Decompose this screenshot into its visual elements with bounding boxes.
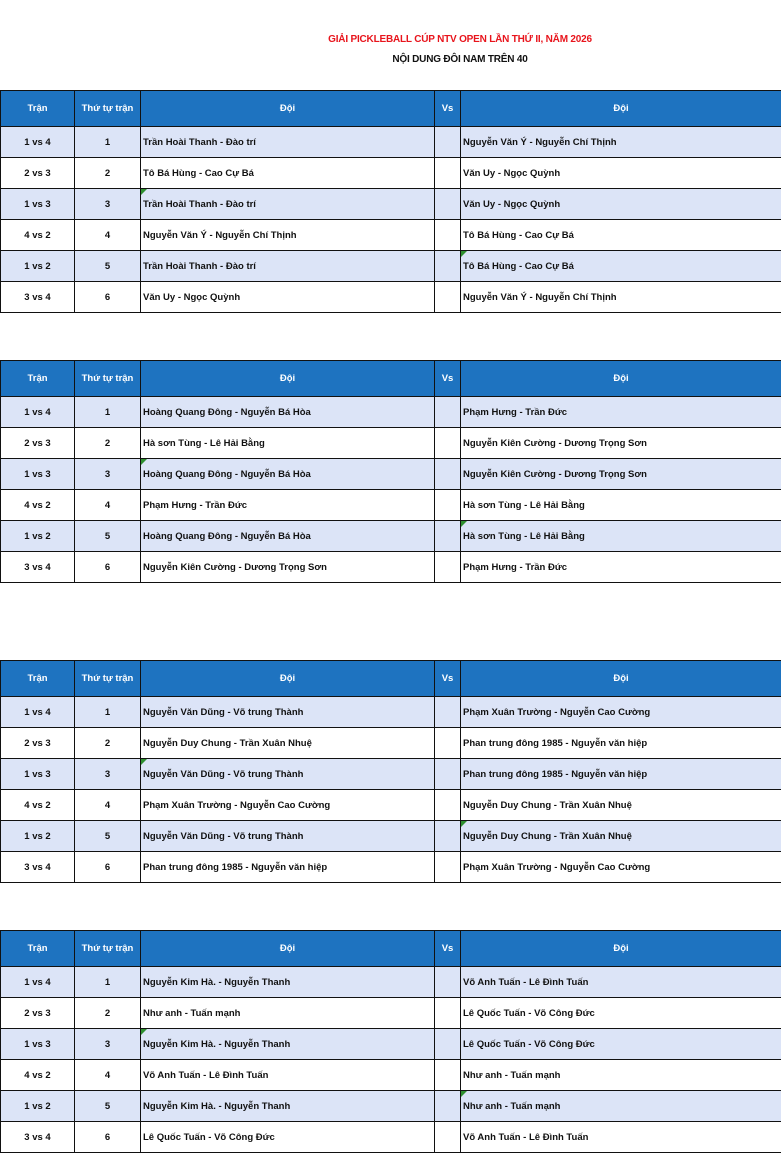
team-a-cell: Như anh - Tuấn mạnh bbox=[141, 998, 435, 1029]
match-order: 4 bbox=[75, 790, 141, 821]
match-row bbox=[1, 1122, 781, 1153]
match-pairing: 1 vs 2 bbox=[1, 251, 75, 282]
match-pairing: 3 vs 4 bbox=[1, 552, 75, 583]
match-pairing: 4 vs 2 bbox=[1, 790, 75, 821]
vs-cell bbox=[435, 251, 461, 282]
match-pairing: 1 vs 3 bbox=[1, 1029, 75, 1060]
match-row bbox=[1, 1091, 781, 1122]
match-order: 1 bbox=[75, 697, 141, 728]
vs-cell bbox=[435, 158, 461, 189]
match-row bbox=[1, 697, 781, 728]
team-a-cell: Trần Hoài Thanh - Đào trí bbox=[141, 189, 435, 220]
team-a-cell: Hà sơn Tùng - Lê Hải Bằng bbox=[141, 428, 435, 459]
header-tran: Trận bbox=[1, 661, 75, 697]
vs-cell bbox=[435, 189, 461, 220]
vs-cell bbox=[435, 967, 461, 998]
header-order: Thứ tự trận bbox=[75, 361, 141, 397]
header-team-a: Đội bbox=[141, 661, 435, 697]
match-row bbox=[1, 397, 781, 428]
header-team-b: Đội bbox=[461, 361, 781, 397]
vs-cell bbox=[435, 998, 461, 1029]
match-pairing: 1 vs 3 bbox=[1, 459, 75, 490]
match-table-4 bbox=[0, 930, 781, 1153]
match-order: 5 bbox=[75, 1091, 141, 1122]
header-vs: Vs bbox=[435, 661, 461, 697]
match-row bbox=[1, 821, 781, 852]
team-b-cell: Phạm Hưng - Trần Đức bbox=[461, 397, 781, 428]
match-row bbox=[1, 158, 781, 189]
match-row bbox=[1, 459, 781, 490]
vs-cell bbox=[435, 428, 461, 459]
team-a-cell: Nguyễn Kim Hà. - Nguyễn Thanh bbox=[141, 1029, 435, 1060]
vs-cell bbox=[435, 697, 461, 728]
match-pairing: 1 vs 2 bbox=[1, 1091, 75, 1122]
header-row bbox=[1, 91, 781, 127]
team-b-cell: Văn Uy - Ngọc Quỳnh bbox=[461, 158, 781, 189]
team-a-cell: Nguyễn Duy Chung - Trần Xuân Nhuệ bbox=[141, 728, 435, 759]
header-vs: Vs bbox=[435, 931, 461, 967]
match-table-3 bbox=[0, 660, 781, 883]
match-order: 3 bbox=[75, 189, 141, 220]
team-b-cell: Nguyễn Văn Ý - Nguyễn Chí Thịnh bbox=[461, 282, 781, 313]
team-a-cell: Nguyễn Kim Hà. - Nguyễn Thanh bbox=[141, 967, 435, 998]
vs-cell bbox=[435, 552, 461, 583]
header-row bbox=[1, 361, 781, 397]
vs-cell bbox=[435, 1122, 461, 1153]
team-a-cell: Nguyễn Văn Dũng - Võ trung Thành bbox=[141, 759, 435, 790]
match-pairing: 1 vs 4 bbox=[1, 127, 75, 158]
match-row bbox=[1, 251, 781, 282]
match-order: 2 bbox=[75, 428, 141, 459]
match-order: 2 bbox=[75, 998, 141, 1029]
vs-cell bbox=[435, 821, 461, 852]
match-order: 4 bbox=[75, 1060, 141, 1091]
match-order: 6 bbox=[75, 552, 141, 583]
team-a-cell: Nguyễn Kiên Cường - Dương Trọng Sơn bbox=[141, 552, 435, 583]
team-b-cell: Lê Quốc Tuấn - Võ Công Đức bbox=[461, 998, 781, 1029]
team-b-cell: Văn Uy - Ngọc Quỳnh bbox=[461, 189, 781, 220]
match-order: 1 bbox=[75, 397, 141, 428]
team-b-cell: Võ Anh Tuấn - Lê Đình Tuấn bbox=[461, 1122, 781, 1153]
header-order: Thứ tự trận bbox=[75, 931, 141, 967]
match-order: 3 bbox=[75, 1029, 141, 1060]
team-a-cell: Nguyễn Văn Dũng - Võ trung Thành bbox=[141, 821, 435, 852]
header-team-a: Đội bbox=[141, 91, 435, 127]
match-order: 5 bbox=[75, 821, 141, 852]
vs-cell bbox=[435, 790, 461, 821]
header-tran: Trận bbox=[1, 91, 75, 127]
team-b-cell: Tô Bá Hùng - Cao Cự Bá bbox=[461, 220, 781, 251]
match-pairing: 3 vs 4 bbox=[1, 282, 75, 313]
team-b-cell: Nguyễn Duy Chung - Trần Xuân Nhuệ bbox=[461, 821, 781, 852]
match-row bbox=[1, 728, 781, 759]
header-team-b: Đội bbox=[461, 931, 781, 967]
header-team-b: Đội bbox=[461, 661, 781, 697]
team-b-cell: Tô Bá Hùng - Cao Cự Bá bbox=[461, 251, 781, 282]
match-order: 2 bbox=[75, 728, 141, 759]
vs-cell bbox=[435, 282, 461, 313]
team-a-cell: Lê Quốc Tuấn - Võ Công Đức bbox=[141, 1122, 435, 1153]
match-row bbox=[1, 552, 781, 583]
team-b-cell: Hà sơn Tùng - Lê Hải Bằng bbox=[461, 521, 781, 552]
header-tran: Trận bbox=[1, 931, 75, 967]
match-pairing: 4 vs 2 bbox=[1, 1060, 75, 1091]
match-order: 4 bbox=[75, 220, 141, 251]
header-row bbox=[1, 661, 781, 697]
category-subtitle: NỘI DUNG ĐÔI NAM TRÊN 40 bbox=[392, 54, 528, 65]
team-b-cell: Võ Anh Tuấn - Lê Đình Tuấn bbox=[461, 967, 781, 998]
team-b-cell: Lê Quốc Tuấn - Võ Công Đức bbox=[461, 1029, 781, 1060]
vs-cell bbox=[435, 759, 461, 790]
match-row bbox=[1, 282, 781, 313]
header-vs: Vs bbox=[435, 361, 461, 397]
vs-cell bbox=[435, 490, 461, 521]
team-a-cell: Nguyễn Văn Ý - Nguyễn Chí Thịnh bbox=[141, 220, 435, 251]
vs-cell bbox=[435, 459, 461, 490]
match-order: 1 bbox=[75, 967, 141, 998]
team-a-cell: Hoàng Quang Đông - Nguyễn Bá Hòa bbox=[141, 459, 435, 490]
team-b-cell: Phạm Hưng - Trần Đức bbox=[461, 552, 781, 583]
match-pairing: 2 vs 3 bbox=[1, 428, 75, 459]
team-a-cell: Hoàng Quang Đông - Nguyễn Bá Hòa bbox=[141, 397, 435, 428]
match-pairing: 2 vs 3 bbox=[1, 158, 75, 189]
team-a-cell: Võ Anh Tuấn - Lê Đình Tuấn bbox=[141, 1060, 435, 1091]
match-row bbox=[1, 790, 781, 821]
match-order: 5 bbox=[75, 521, 141, 552]
header-order: Thứ tự trận bbox=[75, 661, 141, 697]
match-pairing: 1 vs 4 bbox=[1, 967, 75, 998]
match-order: 4 bbox=[75, 490, 141, 521]
team-b-cell: Phan trung đông 1985 - Nguyễn văn hiệp bbox=[461, 728, 781, 759]
match-pairing: 1 vs 4 bbox=[1, 697, 75, 728]
match-pairing: 4 vs 2 bbox=[1, 220, 75, 251]
team-b-cell: Nguyễn Kiên Cường - Dương Trọng Sơn bbox=[461, 459, 781, 490]
match-row bbox=[1, 759, 781, 790]
match-order: 6 bbox=[75, 852, 141, 883]
team-a-cell: Tô Bá Hùng - Cao Cự Bá bbox=[141, 158, 435, 189]
match-pairing: 1 vs 2 bbox=[1, 521, 75, 552]
header-team-a: Đội bbox=[141, 361, 435, 397]
vs-cell bbox=[435, 852, 461, 883]
vs-cell bbox=[435, 220, 461, 251]
header-team-a: Đội bbox=[141, 931, 435, 967]
match-order: 1 bbox=[75, 127, 141, 158]
team-b-cell: Như anh - Tuấn mạnh bbox=[461, 1060, 781, 1091]
match-row bbox=[1, 428, 781, 459]
team-b-cell: Hà sơn Tùng - Lê Hải Bằng bbox=[461, 490, 781, 521]
match-row bbox=[1, 189, 781, 220]
match-pairing: 2 vs 3 bbox=[1, 728, 75, 759]
match-order: 2 bbox=[75, 158, 141, 189]
team-b-cell: Nguyễn Kiên Cường - Dương Trọng Sơn bbox=[461, 428, 781, 459]
match-table-2 bbox=[0, 360, 781, 583]
match-pairing: 3 vs 4 bbox=[1, 852, 75, 883]
match-table-1 bbox=[0, 90, 781, 313]
vs-cell bbox=[435, 1091, 461, 1122]
header-row bbox=[1, 931, 781, 967]
team-a-cell: Trần Hoài Thanh - Đào trí bbox=[141, 251, 435, 282]
match-row bbox=[1, 127, 781, 158]
header-tran: Trận bbox=[1, 361, 75, 397]
match-row bbox=[1, 852, 781, 883]
team-a-cell: Nguyễn Kim Hà. - Nguyễn Thanh bbox=[141, 1091, 435, 1122]
vs-cell bbox=[435, 521, 461, 552]
team-a-cell: Phạm Xuân Trường - Nguyễn Cao Cường bbox=[141, 790, 435, 821]
match-order: 3 bbox=[75, 459, 141, 490]
match-row bbox=[1, 967, 781, 998]
team-b-cell: Phạm Xuân Trường - Nguyễn Cao Cường bbox=[461, 697, 781, 728]
team-b-cell: Nguyễn Văn Ý - Nguyễn Chí Thịnh bbox=[461, 127, 781, 158]
match-pairing: 1 vs 3 bbox=[1, 189, 75, 220]
team-b-cell: Phạm Xuân Trường - Nguyễn Cao Cường bbox=[461, 852, 781, 883]
team-b-cell: Như anh - Tuấn mạnh bbox=[461, 1091, 781, 1122]
match-order: 3 bbox=[75, 759, 141, 790]
match-pairing: 1 vs 4 bbox=[1, 397, 75, 428]
match-row bbox=[1, 521, 781, 552]
vs-cell bbox=[435, 728, 461, 759]
team-a-cell: Văn Uy - Ngọc Quỳnh bbox=[141, 282, 435, 313]
tournament-title: GIẢI PICKLEBALL CÚP NTV OPEN LẦN THỨ II, NĂM 2026 bbox=[328, 34, 592, 45]
match-order: 5 bbox=[75, 251, 141, 282]
match-pairing: 4 vs 2 bbox=[1, 490, 75, 521]
match-row bbox=[1, 998, 781, 1029]
header-team-b: Đội bbox=[461, 91, 781, 127]
match-row bbox=[1, 1029, 781, 1060]
vs-cell bbox=[435, 1029, 461, 1060]
vs-cell bbox=[435, 1060, 461, 1091]
match-row bbox=[1, 220, 781, 251]
match-row bbox=[1, 1060, 781, 1091]
vs-cell bbox=[435, 397, 461, 428]
header-order: Thứ tự trận bbox=[75, 91, 141, 127]
team-a-cell: Phạm Hưng - Trần Đức bbox=[141, 490, 435, 521]
team-a-cell: Trần Hoài Thanh - Đào trí bbox=[141, 127, 435, 158]
team-a-cell: Nguyễn Văn Dũng - Võ trung Thành bbox=[141, 697, 435, 728]
team-a-cell: Phan trung đông 1985 - Nguyễn văn hiệp bbox=[141, 852, 435, 883]
match-row bbox=[1, 490, 781, 521]
vs-cell bbox=[435, 127, 461, 158]
match-pairing: 3 vs 4 bbox=[1, 1122, 75, 1153]
match-order: 6 bbox=[75, 282, 141, 313]
team-b-cell: Nguyễn Duy Chung - Trần Xuân Nhuệ bbox=[461, 790, 781, 821]
match-order: 6 bbox=[75, 1122, 141, 1153]
header-vs: Vs bbox=[435, 91, 461, 127]
match-pairing: 1 vs 2 bbox=[1, 821, 75, 852]
team-a-cell: Hoàng Quang Đông - Nguyễn Bá Hòa bbox=[141, 521, 435, 552]
match-pairing: 1 vs 3 bbox=[1, 759, 75, 790]
team-b-cell: Phan trung đông 1985 - Nguyễn văn hiệp bbox=[461, 759, 781, 790]
match-pairing: 2 vs 3 bbox=[1, 998, 75, 1029]
